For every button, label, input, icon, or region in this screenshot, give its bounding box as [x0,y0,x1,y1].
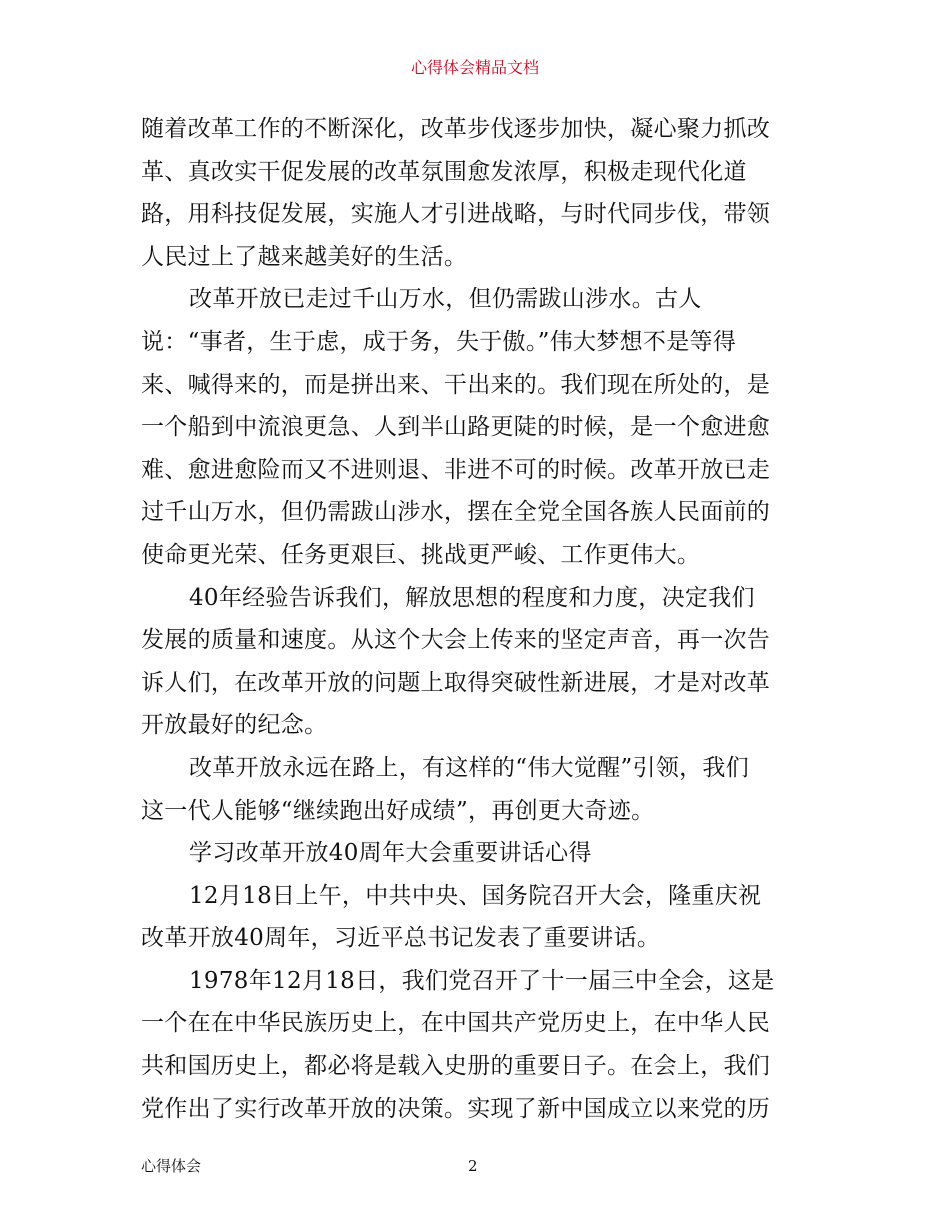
text-line: 发展的质量和速度。从这个大会上传来的坚定声音，再一次告 [141,627,771,654]
document-body [141,108,813,1130]
text-line: 过千山万水，但仍需跋山涉水，摆在全党全国各族人民面前的 [141,499,771,526]
text-line: 共和国历史上，都必将是载入史册的重要日子。在会上，我们 [141,1053,771,1080]
text-line: 诉人们，在改革开放的问题上取得突破性新进展，才是对改革 [141,669,771,696]
paragraph-first-line: 改革开放永远在路上，有这样的“伟大觉醒”引领，我们 [189,754,750,781]
text-line: 一个在在中华民族历史上，在中国共产党历史上，在中华人民 [141,1010,771,1037]
text-line: 说：“事者，生于虑，成于务，失于傲。”伟大梦想不是等得 [141,328,737,355]
paragraph-first-line: 1978年12月18日，我们党召开了十一届三中全会，这是 [189,967,775,994]
text-line: 随着改革工作的不断深化，改革步伐逐步加快，凝心聚力抓改 [141,116,771,142]
text-line: 一个船到中流浪更急、人到半山路更陡的时候，是一个愈进愈 [141,414,771,441]
section-heading: 学习改革开放40周年大会重要讲话心得 [189,840,592,867]
text-line: 这一代人能够“继续跑出好成绩”，再创更大奇迹。 [141,797,655,824]
footer-label: 心得体会 [141,1157,202,1175]
text-line: 使命更光荣、任务更艰巨、挑战更严峻、工作更伟大。 [141,541,701,568]
text-line: 来、喊得来的，而是拼出来、干出来的。我们现在所处的，是 [141,371,771,398]
page-number: 2 [468,1157,478,1175]
paragraph-first-line: 改革开放已走过千山万水，但仍需跋山涉水。古人 [189,286,702,313]
text-line: 难、愈进愈险而又不进则退、非进不可的时候。改革开放已走 [141,456,771,483]
text-line: 路，用科技促发展，实施人才引进战略，与时代同步伐，带领 [141,201,771,228]
document-header-title: 心得体会精品文档 [410,58,539,77]
text-line: 改革开放40周年，习近平总书记发表了重要讲话。 [141,925,661,952]
text-line: 革、真改实干促发展的改革氛围愈发浓厚，积极走现代化道 [141,158,747,185]
paragraph-first-line: 12月18日上午，中共中央、国务院召开大会，隆重庆祝 [189,882,762,909]
paragraph-first-line: 40年经验告诉我们，解放思想的程度和力度，决定我们 [189,584,755,611]
text-line: 开放最好的纪念。 [141,712,328,739]
text-line: 人民过上了越来越美好的生活。 [141,243,468,270]
text-line: 党作出了实行改革开放的决策。实现了新中国成立以来党的历 [141,1095,771,1122]
